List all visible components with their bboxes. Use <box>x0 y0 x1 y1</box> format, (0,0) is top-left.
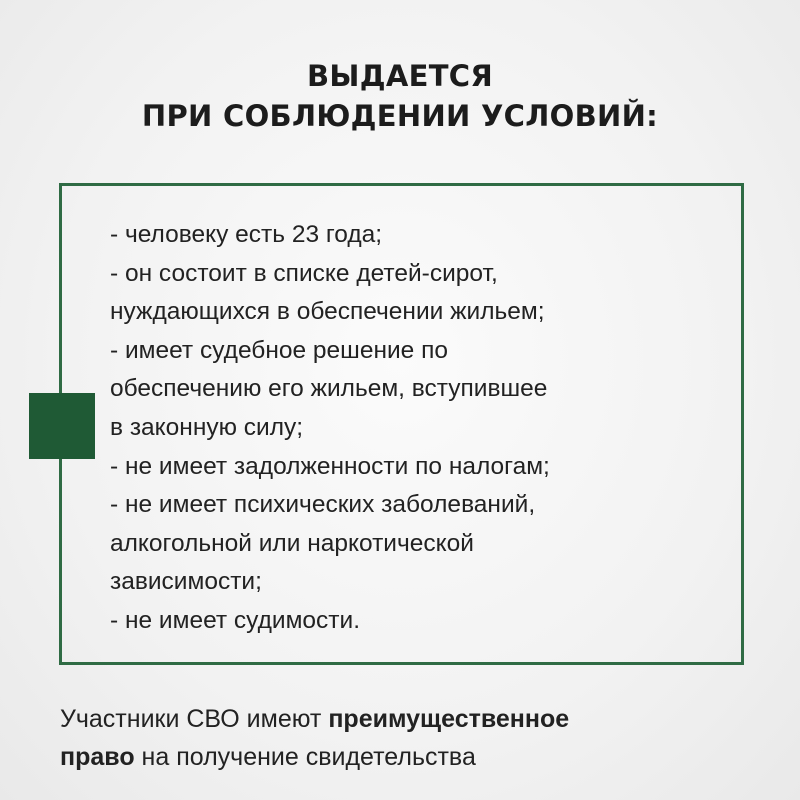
footer-text-end: на получение свидетельства <box>134 743 476 771</box>
condition-line: зависимости; <box>110 568 262 596</box>
condition-line: - не имеет судимости. <box>110 606 361 634</box>
condition-line: - человеку есть 23 года; <box>110 221 383 248</box>
condition-line: - он состоит в списке детей-сирот, <box>110 259 498 287</box>
footer-note <box>60 700 760 776</box>
condition-line: - не имеет задолженности по налогам; <box>110 452 550 480</box>
condition-line: - имеет судебное решение по <box>110 336 448 364</box>
conditions-list <box>110 216 740 641</box>
condition-line: алкогольной или наркотической <box>110 529 474 557</box>
accent-square <box>29 393 95 459</box>
footer-bold-2: право <box>60 743 135 771</box>
condition-line: нуждающихся в обеспечении жильем; <box>110 298 545 326</box>
condition-line: - не имеет психических заболеваний, <box>110 491 536 519</box>
title-line-1: ВЫДАЕТСЯ <box>306 59 494 93</box>
condition-line: обеспечению его жильем, вступившее <box>110 375 548 403</box>
page-title <box>0 56 800 136</box>
title-line-2: ПРИ СОБЛЮДЕНИИ УСЛОВИЙ: <box>141 99 659 133</box>
footer-bold-1: преимущественное <box>328 705 570 733</box>
condition-line: в законную силу; <box>110 413 304 441</box>
footer-text-start: Участники СВО имеют <box>60 705 329 733</box>
